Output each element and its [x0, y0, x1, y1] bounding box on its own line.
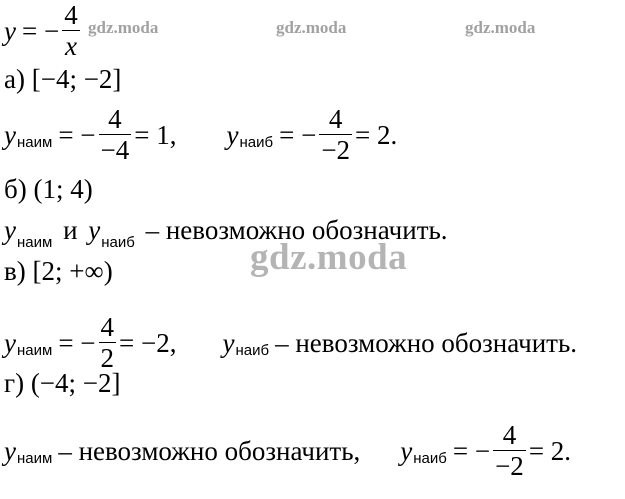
fraction: [62, 0, 80, 61]
fraction: [493, 420, 526, 481]
subscript-min: наим: [16, 234, 53, 251]
fraction: [99, 104, 132, 165]
denominator: −2: [495, 451, 524, 481]
part-d-label: г) (−4; −2]: [4, 368, 121, 398]
part-d-line: [4, 420, 571, 481]
y-symbol: y: [400, 435, 413, 466]
result-min: = 1,: [134, 119, 177, 150]
equals-minus: = −: [279, 119, 317, 150]
function-y: y: [4, 15, 16, 46]
equals-minus: = −: [21, 15, 60, 46]
equals-minus: = −: [452, 435, 491, 466]
subscript-min: наим: [16, 133, 53, 151]
equals-minus: = −: [58, 327, 96, 358]
function-definition: [4, 0, 83, 61]
numerator: 4: [100, 312, 115, 342]
denominator: −4: [100, 135, 130, 165]
watermark-3: gdz.moda: [465, 18, 536, 37]
numerator: 4: [64, 0, 78, 30]
y-symbol: y: [88, 215, 101, 245]
y-symbol: y: [4, 119, 16, 150]
denominator: x: [62, 30, 80, 61]
subscript-min: наим: [16, 341, 53, 359]
y-symbol: y: [222, 327, 235, 358]
conjunction: и: [63, 215, 78, 245]
numerator: 4: [502, 420, 517, 450]
watermark-1: gdz.moda: [88, 18, 159, 37]
part-a-label: а) [−4; −2]: [4, 64, 122, 94]
part-c-line: [4, 312, 577, 373]
watermark-large: gdz.moda: [250, 237, 408, 278]
y-symbol: y: [4, 435, 16, 466]
part-c-label: в) [2; +∞): [4, 256, 113, 286]
subscript-max: наиб: [235, 341, 270, 359]
part-b-label: б) (1; 4): [4, 174, 93, 204]
watermark-2: gdz.moda: [276, 18, 347, 37]
statement: – невозможно обозначить,: [58, 435, 361, 466]
subscript-min: наим: [16, 449, 53, 467]
y-symbol: y: [4, 327, 16, 358]
result-min: = −2,: [119, 327, 177, 358]
fraction: [319, 104, 352, 165]
denominator: 2: [100, 343, 115, 373]
result-max: = 2.: [528, 435, 572, 466]
y-symbol: y: [4, 215, 16, 245]
subscript-max: наиб: [413, 449, 447, 467]
denominator: −2: [321, 135, 351, 165]
numerator: 4: [328, 104, 343, 134]
subscript-max: наиб: [101, 234, 135, 251]
part-a-line: [4, 104, 397, 165]
equals-minus: = −: [58, 119, 96, 150]
statement: – невозможно обозначить.: [275, 327, 578, 358]
subscript-max: наиб: [239, 133, 274, 151]
statement: – невозможно обозначить.: [145, 215, 448, 245]
y-symbol: y: [226, 119, 239, 150]
result-max: = 2.: [355, 119, 398, 150]
fraction: [99, 312, 117, 373]
numerator: 4: [108, 104, 122, 134]
